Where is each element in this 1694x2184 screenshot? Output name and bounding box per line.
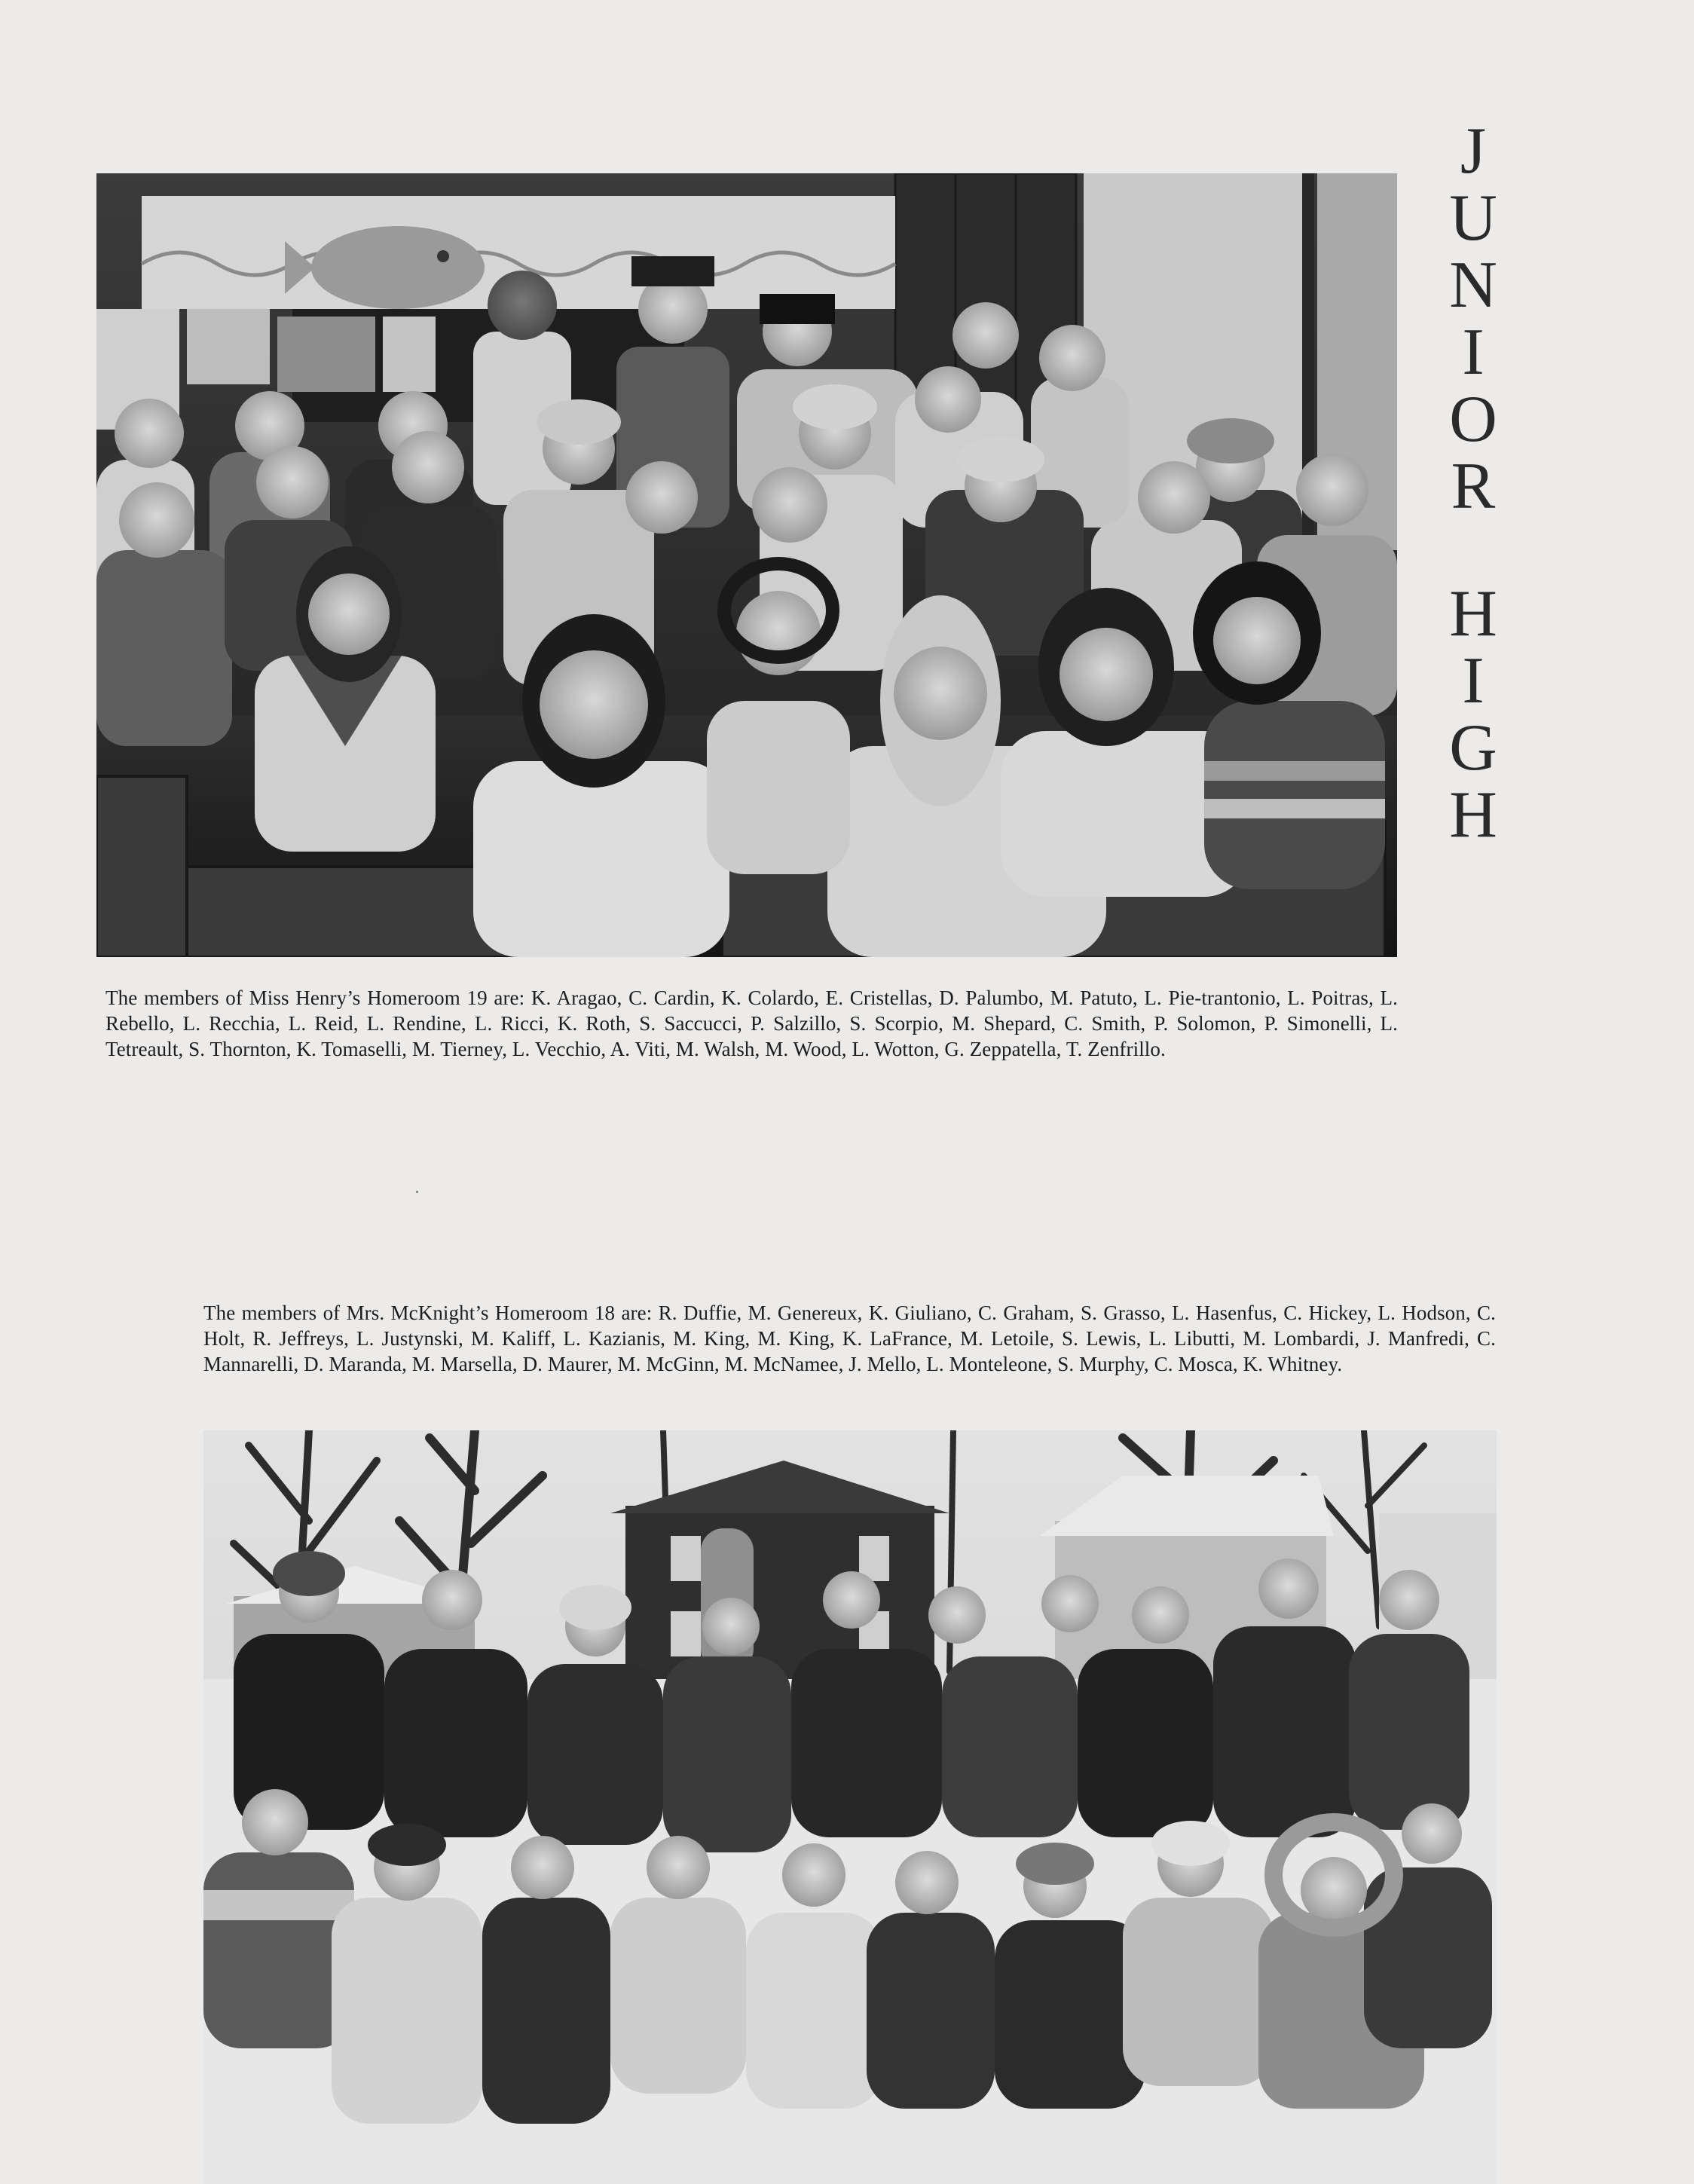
title-letter: H xyxy=(1449,577,1497,650)
title-letter: G xyxy=(1449,711,1497,785)
classroom-photo-illustration xyxy=(96,173,1397,957)
title-letter: O xyxy=(1449,383,1497,456)
title-letter: J xyxy=(1460,115,1487,188)
title-letter: H xyxy=(1449,778,1497,852)
homeroom-18-caption: The members of Mrs. McKnight’s Homeroom 18 are: R. Duffie, M. Genereux, K. Giuliano, C. Graham, S. Grasso, L. Hasenfus, C. Hickey, L. Hodson, C. Holt, R. Jeffreys, L. Justynski, M. Kaliff, L. Kazianis, M. King, M. King, K. LaFrance, M. Letoile, S. Lewis, L. Libutti, M. Lombardi, J. Manfredi, C. Mannarelli, D. Maranda, M. Marsella, D. Maurer, M. McGinn, M. McNamee, J. Mello, L. Monteleone, S. Murphy, C. Mosca, K. Whitney. xyxy=(203,1302,1496,1375)
homeroom-19-caption: The members of Miss Henry’s Homeroom 19 are: K. Aragao, C. Cardin, K. Colardo, E. Cristellas, D. Palumbo, M. Patuto, L. Pie-trantonio, L. Poitras, L. Rebello, L. Recchia, L. Reid, L. Rendine, L. Ricci, K. Roth, S. Saccucci, P. Salzillo, S. Scorpio, M. Shepard, C. Smith, P. Solomon, P. Simonelli, L. Tetreault, S. Thornton, K. Tomaselli, M. Tierney, L. Vecchio, A. Viti, M. Walsh, M. Wood, L. Wotton, G. Zeppatella, T. Zenfrillo. xyxy=(105,986,1398,1060)
title-letter: U xyxy=(1449,182,1497,255)
print-speck xyxy=(416,1191,418,1193)
snow-group-photo-illustration xyxy=(203,1430,1497,2184)
title-letter: N xyxy=(1449,249,1497,322)
homeroom-19-photo xyxy=(96,173,1397,957)
title-letter: I xyxy=(1462,316,1485,389)
homeroom-18-photo xyxy=(203,1430,1497,2184)
title-letter: I xyxy=(1462,644,1485,717)
title-letter: R xyxy=(1451,450,1496,523)
section-title xyxy=(1417,115,1530,858)
